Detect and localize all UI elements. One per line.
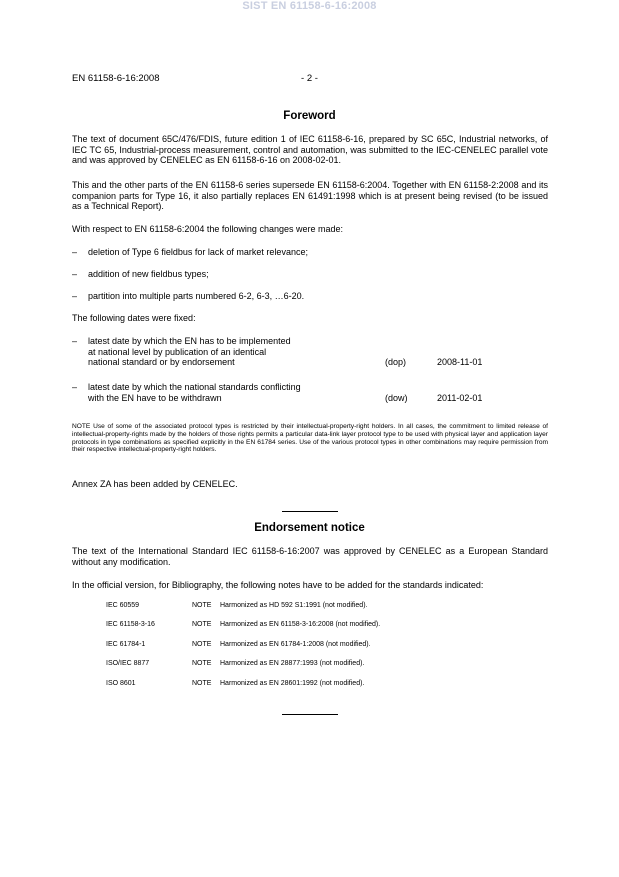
standard-code: IEC 61158-3-16 [106,621,155,628]
standard-code: IEC 61784-1 [106,641,146,648]
note-label: NOTE [192,621,212,628]
date-abbreviation: (dop) [385,357,407,368]
date-abbreviation: (dow) [385,392,408,403]
page-number: - 2 - [301,73,318,84]
dash-bullet: – [72,247,78,257]
date-description-line: with the EN have to be withdrawn [88,392,222,403]
date-description-line: latest date by which the EN has to be implemented [88,336,291,346]
foreword-paragraph-3: With respect to EN 61158-6:2004 the following changes were made: [72,224,343,234]
foreword-paragraph-1: The text of document 65C/476/FDIS, future edition 1 of IEC 61158-6-16, prepared by SC 65C, Industrial networks, of IEC TC 65, Industrial-process measurement, control and automation, was submitted to the IEC-CENELEC parallel vote and was approved by CENELEC as EN 61158-6-16 on 2008-02-01. [72,134,548,166]
foreword-paragraph-2: This and the other parts of the EN 61158-6 series supersede EN 61158-6:2004. Together with EN 61158-2:2008 and its companion parts for Type 16, it also partially replaces EN 61491:1998 which is at present being revised (to be issued as a Technical Report). [72,180,548,212]
harmonization-text: Harmonized as HD 592 S1:1991 (not modified). [220,602,368,609]
dash-bullet: – [72,336,78,346]
dash-bullet: – [72,269,78,279]
watermark: SIST EN 61158-6-16:2008 [242,0,377,12]
end-divider [282,714,338,715]
date-description-line: latest date by which the national standards conflicting [88,382,301,392]
date-description [88,382,378,403]
harmonization-text: Harmonized as EN 28877:1993 (not modified). [220,660,365,667]
note-label: NOTE [192,641,212,648]
date-value: 2011-02-01 [437,392,483,403]
endorsement-paragraph-1: The text of the International Standard IEC 61158-6-16:2007 was approved by CENELEC as a European Standard without any modification. [72,546,548,567]
note-label: NOTE [192,660,212,667]
date-description [88,336,378,368]
annex-statement: Annex ZA has been added by CENELEC. [72,479,238,489]
standard-code: ISO 8601 [106,680,136,687]
note-label: NOTE [192,602,212,609]
change-item-text: addition of new fieldbus types; [88,269,209,279]
date-description-line: at national level by publication of an identical [88,346,267,357]
dates-intro: The following dates were fixed: [72,313,196,323]
document-id: EN 61158-6-16:2008 [72,73,160,84]
standard-code: ISO/IEC 8877 [106,660,150,667]
ipr-note: NOTE Use of some of the associated protocol types is restricted by their intellectual-property-right holders. In all cases, the commitment to limited release of intellectual-property-rights made by the holders of those rights permits a particular data-link layer protocol type to be used with physical layer and application layer protocols in type combinations as specified explicitly in the EN 61784 series. Use of the various protocol types in other combinations may require permission from their respective intellectual-property-right holders. [72,423,548,454]
section-divider [282,511,338,512]
date-description-line: national standard or by endorsement [88,357,235,368]
endorsement-paragraph-2: In the official version, for Bibliography, the following notes have to be added for the standards indicated: [72,580,484,590]
harmonization-text: Harmonized as EN 61784-1:2008 (not modified). [220,641,371,648]
date-value: 2008-11-01 [437,357,483,368]
harmonization-text: Harmonized as EN 61158-3-16:2008 (not modified). [220,621,381,628]
dash-bullet: – [72,291,78,301]
endorsement-title: Endorsement notice [254,522,365,534]
dash-bullet: – [72,382,78,392]
change-item-text: partition into multiple parts numbered 6-2, 6-3, …6-20. [88,291,305,301]
change-item-text: deletion of Type 6 fieldbus for lack of market relevance; [88,247,308,257]
standard-code: IEC 60559 [106,602,140,609]
foreword-title: Foreword [283,110,336,122]
note-label: NOTE [192,680,212,687]
harmonization-text: Harmonized as EN 28601:1992 (not modified). [220,680,365,687]
